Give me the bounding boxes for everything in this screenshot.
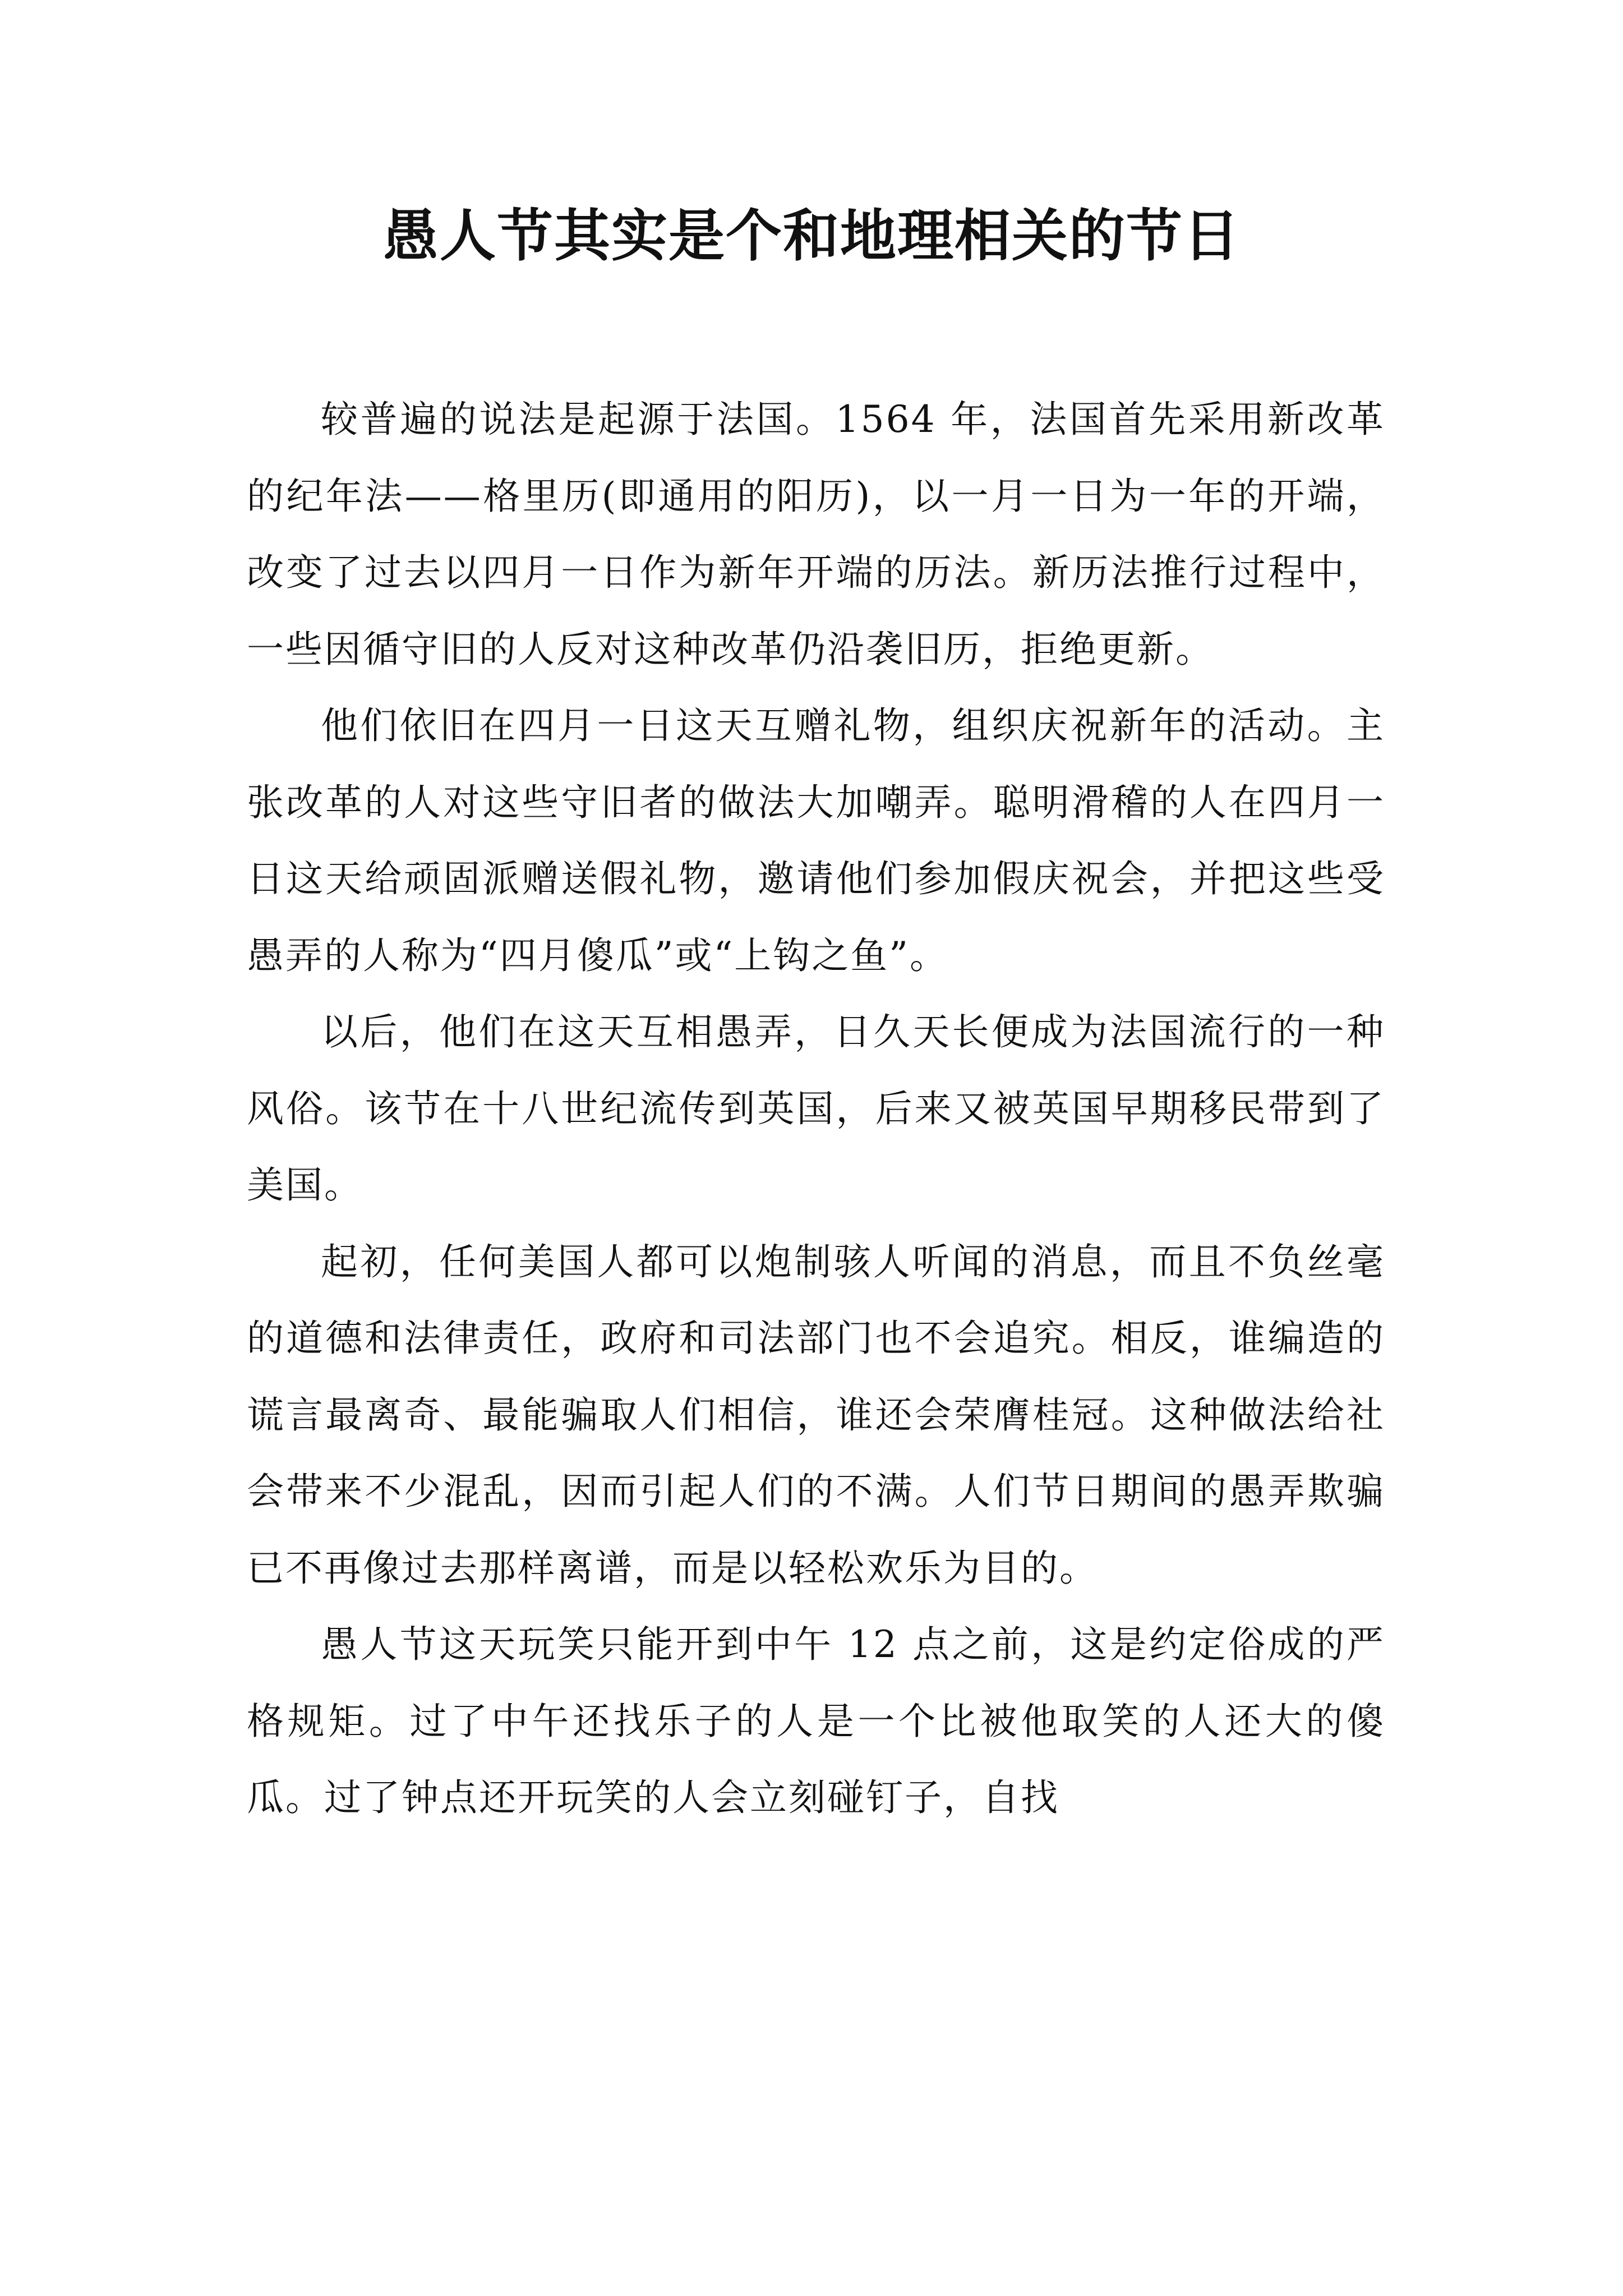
paragraph-1: 较普遍的说法是起源于法国。1564 年，法国首先采用新改革的纪年法——格里历(即通用的阳历)，以一月一日为一年的开端，改变了过去以四月一日作为新年开端的历法。新历法推行过程中，一些因循守旧的人反对这种改革仍沿袭旧历，拒绝更新。 [247, 398, 1385, 671]
paragraph-3: 以后，他们在这天互相愚弄，日久天长便成为法国流行的一种风俗。该节在十八世纪流传到英国，后来又被英国早期移民带到了美国。 [247, 1010, 1385, 1207]
document-body [247, 381, 1385, 1837]
paragraph-2: 他们依旧在四月一日这天互赠礼物，组织庆祝新年的活动。主张改革的人对这些守旧者的做法大加嘲弄。聪明滑稽的人在四月一日这天给顽固派赠送假礼物，邀请他们参加假庆祝会，并把这些受愚弄的人称为“四月傻瓜”或“上钩之鱼”。 [247, 704, 1385, 977]
paragraph-5: 愚人节这天玩笑只能开到中午 12 点之前，这是约定俗成的严格规矩。过了中午还找乐子的人是一个比被他取笑的人还大的傻瓜。过了钟点还开玩笑的人会立刻碰钉子，自找 [247, 1623, 1385, 1819]
document-title: 愚人节其实是个和地理相关的节日 [382, 203, 1241, 269]
paragraph-4: 起初，任何美国人都可以炮制骇人听闻的消息，而且不负丝毫的道德和法律责任，政府和司法部门也不会追究。相反，谁编造的谎言最离奇、最能骗取人们相信，谁还会荣膺桂冠。这种做法给社会带来不少混乱，因而引起人们的不满。人们节日期间的愚弄欺骗已不再像过去那样离谱，而是以轻松欢乐为目的。 [247, 1240, 1385, 1590]
